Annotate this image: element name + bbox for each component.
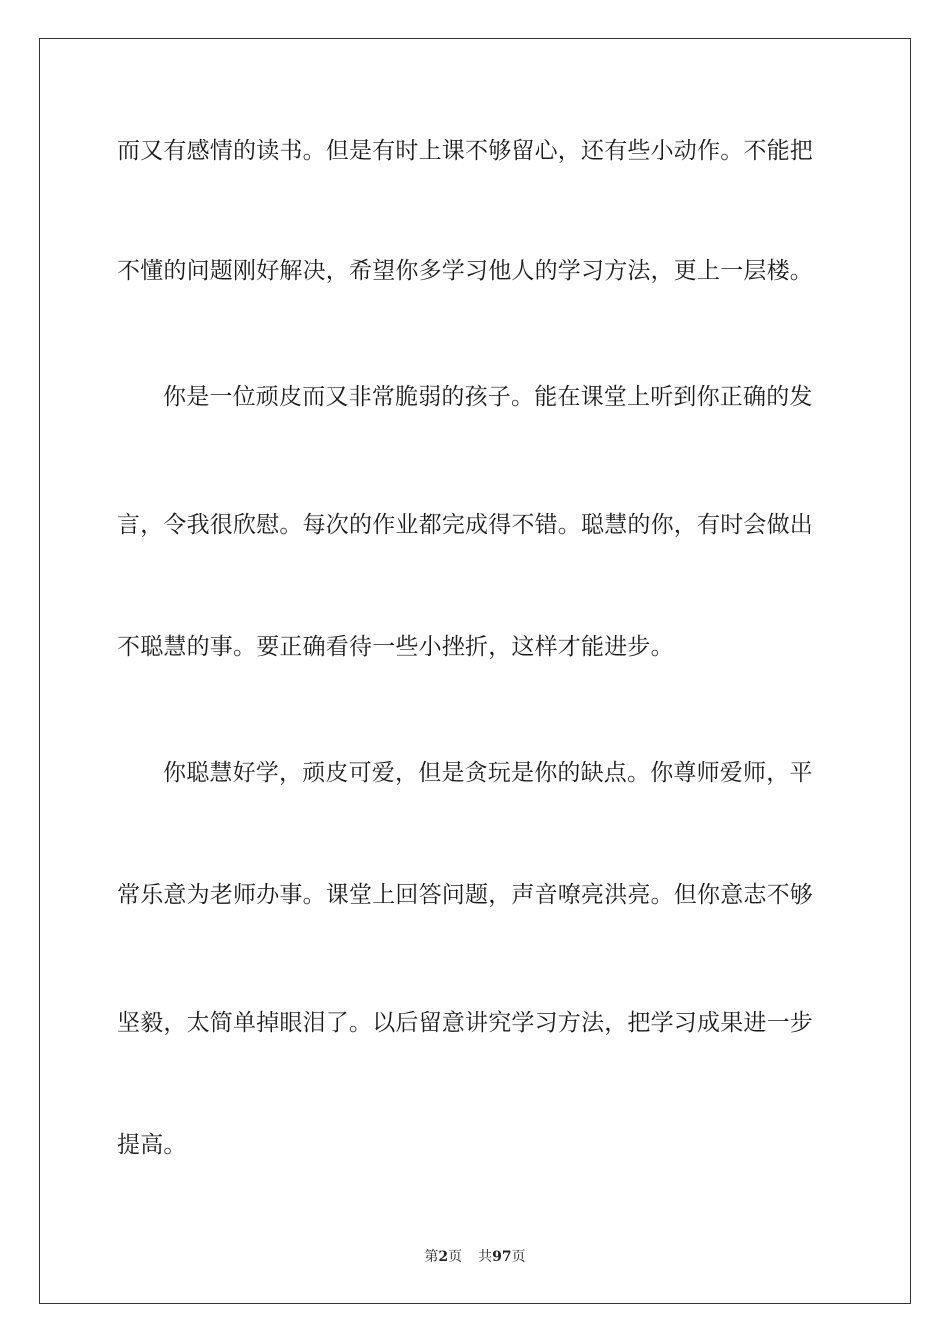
paragraph-start-line-3: 你是一位顽皮而又非常脆弱的孩子。能在课堂上听到你正确的发	[163, 384, 813, 410]
text-line-8: 坚毅，太简单掉眼泪了。以后留意讲究学习方法，把学习成果进一步	[117, 1010, 813, 1036]
total-pages: 97	[492, 1249, 512, 1265]
text-line-7: 常乐意为老师办事。课堂上回答问题，声音嘹亮洪亮。但你意志不够	[117, 882, 813, 908]
text-line-5: 不聪慧的事。要正确看待一些小挫折，这样才能进步。	[117, 634, 674, 660]
page-suffix: 页	[448, 1249, 463, 1265]
page-footer	[0, 1248, 950, 1266]
text-line-2: 不懂的问题刚好解决，希望你多学习他人的学习方法，更上一层楼。	[117, 258, 813, 284]
text-line-9: 提高。	[117, 1132, 187, 1158]
text-line-1: 而又有感情的读书。但是有时上课不够留心，还有些小动作。不能把	[117, 138, 813, 164]
total-prefix: 共	[478, 1249, 493, 1265]
page-number: 2	[438, 1249, 449, 1265]
text-line-4: 言，令我很欣慰。每次的作业都完成得不错。聪慧的你，有时会做出	[117, 512, 813, 538]
page-prefix: 第	[424, 1249, 439, 1265]
page-border	[39, 38, 911, 1304]
total-suffix: 页	[511, 1249, 526, 1265]
paragraph-start-line-6: 你聪慧好学，顽皮可爱，但是贪玩是你的缺点。你尊师爱师，平	[163, 760, 813, 786]
